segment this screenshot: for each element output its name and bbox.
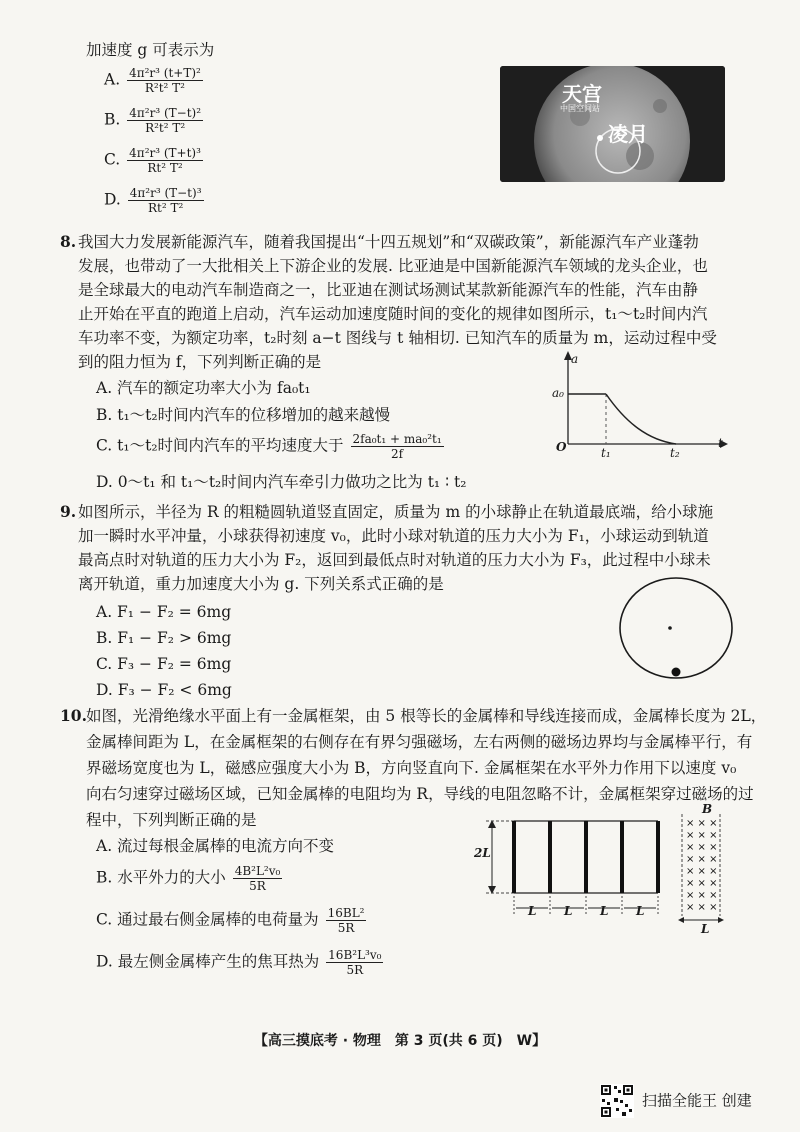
label-tiangong: 天宫	[562, 82, 602, 106]
ball	[672, 668, 681, 677]
q10-stem-line: 程中，下列判断正确的是	[86, 811, 257, 829]
t2-label: t₂	[670, 446, 680, 460]
a-axis-label: a	[571, 352, 579, 366]
q7-stem-tail: 加速度 g 可表示为	[86, 41, 215, 59]
label-lingyue: 凌月	[608, 122, 648, 146]
q10-stem-line: 界磁场宽度也为 L，磁感应强度大小为 B，方向竖直向下. 金属框架在水平外力作用下以速度 v₀	[86, 759, 737, 777]
svg-text:× × ×: × × ×	[686, 830, 718, 841]
svg-text:× × ×: × × ×	[686, 818, 718, 829]
q10-stem-line: 金属棒间距为 L，在金属框架的右侧存在有界匀强磁场，左右两侧的磁场边界均与金属棒平行，有	[86, 733, 753, 751]
spacing-label: L	[564, 904, 573, 918]
q9-option-c: C. F₃ − F₂ = 6mg	[96, 655, 232, 673]
q10-number: 10.	[60, 706, 87, 725]
q8-stem-line: 发展，也带动了一大批相关上下游企业的发展. 比亚迪是中国新能源汽车领域的龙头企业，也	[78, 257, 708, 275]
field-label: B	[702, 802, 713, 816]
q8-stem-line: 到的阻力恒为 f，下列判断正确的是	[78, 353, 322, 371]
field-width-label: L	[701, 922, 710, 936]
q8-option-d: D. 0～t₁ 和 t₁～t₂时间内汽车牵引力做功之比为 t₁ ∶ t₂	[96, 473, 467, 491]
q10-frame-figure	[470, 804, 750, 934]
a0-label: a₀	[552, 386, 564, 400]
q10-stem-line: 如图，光滑绝缘水平面上有一金属框架，由 5 根等长的金属棒和导线连接而成，金属棒长度为 2L，	[86, 707, 767, 725]
center-dot	[668, 626, 672, 630]
q7-option-a: A. $\frac{\text{4π²r³ (t+T)²}}{\text{R²t² T²}}$	[104, 66, 201, 95]
q9-stem-line: 加一瞬时水平冲量，小球获得初速度 v₀，此时小球对轨道的压力大小为 F₁，小球运动到轨道	[78, 527, 709, 545]
q8-number: 8.	[60, 232, 77, 251]
q9-option-b: B. F₁ − F₂ > 6mg	[96, 629, 232, 647]
q9-stem-line: 最高点时对轨道的压力大小为 F₂，返回到最低点时对轨道的压力大小为 F₃，此过程中小球未	[78, 551, 711, 569]
q9-option-a: A. F₁ − F₂ = 6mg	[96, 603, 232, 621]
spacing-label: L	[528, 904, 537, 918]
q9-option-d: D. F₃ − F₂ < 6mg	[96, 681, 232, 699]
q8-option-a: A. 汽车的额定功率大小为 fa₀t₁	[96, 379, 311, 397]
q7-option-d: D. $\frac{\text{4π²r³ (T−t)³}}{\text{Rt² T²}}$	[104, 186, 202, 215]
q10-option-c: C. 通过最右侧金属棒的电荷量为 $\frac{\text{16BL²}}{5R}$	[96, 906, 365, 935]
station-dot	[597, 135, 603, 141]
svg-text:× × ×: × × ×	[686, 890, 718, 901]
track-circle	[620, 578, 732, 678]
page-footer: 【高三摸底考 · 物理 第 3 页(共 6 页) W】	[253, 1033, 547, 1049]
height-label: 2L	[474, 846, 491, 860]
q9-circle-track	[615, 576, 745, 686]
q9-stem-line: 离开轨道，重力加速度大小为 g. 下列关系式正确的是	[78, 575, 444, 593]
q8-option-c: C. t₁～t₂时间内汽车的平均速度大于 $\frac{\text{2fa₀t₁ + ma₀²t₁}}{2f}$	[96, 432, 442, 461]
svg-text:× × ×: × × ×	[686, 842, 718, 853]
q10-option-b: B. 水平外力的大小 $\frac{\text{4B²L²v₀}}{5R}$	[96, 864, 281, 893]
svg-text:× × ×: × × ×	[686, 854, 718, 865]
q8-stem-line: 我国大力发展新能源汽车，随着我国提出“十四五规划”和“双碳政策”，新能源汽车产业蓬勃	[78, 233, 699, 251]
q8-stem-line: 车功率不变，为额定功率，t₂时刻 a−t 图线与 t 轴相切. 已知汽车的质量为 m，运动过程中受	[78, 329, 717, 347]
svg-text:× × ×: × × ×	[686, 878, 718, 889]
svg-text:× × ×: × × ×	[686, 902, 718, 913]
q7-option-c: C. $\frac{\text{4π²r³ (T+t)³}}{\text{Rt² T²}}$	[104, 146, 201, 175]
origin-label: O	[556, 440, 567, 454]
moon-transit-figure	[500, 66, 725, 182]
field-crosses	[686, 818, 718, 913]
q9-number: 9.	[60, 502, 77, 521]
spacing-label: L	[636, 904, 645, 918]
q10-stem-line: 向右匀速穿过磁场区域，已知金属棒的电阻均为 R，导线的电阻忽略不计，金属框架穿过磁场的过	[86, 785, 754, 803]
svg-text:× × ×: × × ×	[686, 866, 718, 877]
q7-option-b: B. $\frac{\text{4π²r³ (T−t)²}}{\text{R²t² T²}}$	[104, 106, 202, 135]
scanner-watermark: 扫描全能王 创建	[600, 1084, 752, 1118]
q9-stem-line: 如图所示，半径为 R 的粗糙圆轨道竖直固定，质量为 m 的小球静止在轨道最底端，给小球施	[78, 503, 714, 521]
label-space-station: 中国空间站	[560, 104, 600, 113]
q8-stem-line: 止开始在平直的跑道上启动，汽车运动加速度随时间的变化的规律如图所示，t₁～t₂时间内汽	[78, 305, 708, 323]
t1-label: t₁	[601, 446, 611, 460]
q10-option-a: A. 流过每根金属棒的电流方向不变	[96, 837, 335, 855]
qr-code-icon	[600, 1084, 634, 1118]
q8-option-b: B. t₁～t₂时间内汽车的位移增加的越来越慢	[96, 406, 391, 424]
q10-option-d: D. 最左侧金属棒产生的焦耳热为 $\frac{\text{16B²L³v₀}}{5R}$	[96, 948, 382, 977]
spacing-label: L	[600, 904, 609, 918]
decay-curve	[606, 394, 676, 444]
t-axis-label: t	[718, 436, 723, 450]
q8-stem-line: 是全球最大的电动汽车制造商之一，比亚迪在测试场测试某款新能源汽车的性能，汽车由静	[78, 281, 699, 299]
